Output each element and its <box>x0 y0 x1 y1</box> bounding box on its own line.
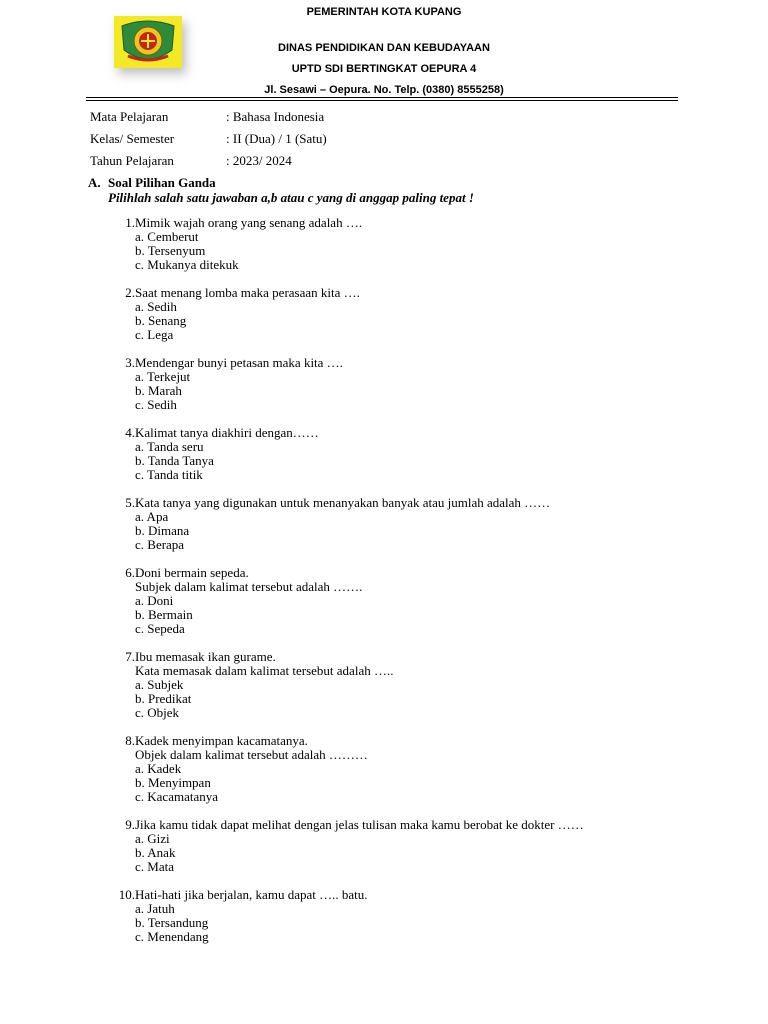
info-label: Kelas/ Semester <box>90 131 175 146</box>
section-a <box>88 175 474 205</box>
question-item <box>108 286 584 342</box>
answer-option: c. Tanda titik <box>135 467 203 482</box>
answer-option: c. Sedih <box>135 397 177 412</box>
answer-option: b. Menyimpan <box>135 775 211 790</box>
question-number: 7. <box>125 649 135 664</box>
header-government: PEMERINTAH KOTA KUPANG <box>306 6 462 18</box>
answer-option: b. Anak <box>135 845 176 860</box>
header-divider-thick <box>86 97 678 98</box>
letterhead <box>0 0 768 102</box>
question-item <box>108 650 584 720</box>
section-title-text: Soal Pilihan Ganda <box>108 175 216 190</box>
answer-option: c. Mukanya ditekuk <box>135 257 239 272</box>
info-value: : Bahasa Indonesia <box>226 109 325 124</box>
section-number: A. <box>88 175 101 190</box>
answer-option: a. Doni <box>135 593 174 608</box>
question-text: Hati-hati jika berjalan, kamu dapat ….. batu. <box>135 887 368 902</box>
answer-option: b. Bermain <box>135 607 193 622</box>
question-number-cell <box>108 650 135 664</box>
exam-info <box>90 109 327 175</box>
question-number: 5. <box>125 495 135 510</box>
question-number: 1. <box>125 215 135 230</box>
question-text: Kadek menyimpan kacamatanya. <box>135 733 308 748</box>
answer-option: a. Subjek <box>135 677 184 692</box>
question-line <box>108 650 584 664</box>
answer-option: c. Lega <box>135 327 174 342</box>
question-list <box>108 216 584 958</box>
question-item <box>108 566 584 636</box>
answer-option: a. Cemberut <box>135 229 199 244</box>
question-line <box>108 888 584 902</box>
question-text: Jika kamu tidak dapat melihat dengan jelas tulisan maka kamu berobat ke dokter …… <box>135 817 584 832</box>
section-instruction: Pilihlah salah satu jawaban a,b atau c yang di anggap paling tepat ! <box>108 190 474 205</box>
question-text: Saat menang lomba maka perasaan kita …. <box>135 285 360 300</box>
question-line <box>108 734 584 748</box>
question-number: 2. <box>125 285 135 300</box>
question-line <box>108 426 584 440</box>
question-number-cell <box>108 426 135 440</box>
answer-option: c. Berapa <box>135 537 185 552</box>
question-line <box>108 286 584 300</box>
info-row-class <box>90 131 327 153</box>
info-value: : II (Dua) / 1 (Satu) <box>226 131 327 146</box>
question-number-cell <box>108 566 135 580</box>
answer-option: a. Tanda seru <box>135 439 204 454</box>
question-number-cell <box>108 888 135 902</box>
info-label: Tahun Pelajaran <box>90 153 174 168</box>
answer-option: b. Tanda Tanya <box>135 453 214 468</box>
section-title <box>88 175 474 190</box>
info-row-subject <box>90 109 327 131</box>
header-department: DINAS PENDIDIKAN DAN KEBUDAYAAN <box>278 42 490 54</box>
question-line <box>108 356 584 370</box>
answer-option: b. Marah <box>135 383 182 398</box>
answer-option: b. Tersenyum <box>135 243 206 258</box>
answer-option: c. Mata <box>135 859 174 874</box>
question-text: Ibu memasak ikan gurame. <box>135 649 276 664</box>
question-number-cell <box>108 216 135 230</box>
question-line <box>108 566 584 580</box>
question-item <box>108 734 584 804</box>
question-subtext: Kata memasak dalam kalimat tersebut adalah ….. <box>135 663 394 678</box>
question-item <box>108 818 584 874</box>
header-school: UPTD SDI BERTINGKAT OEPURA 4 <box>291 63 477 75</box>
question-line <box>108 496 584 510</box>
answer-option: c. Sepeda <box>135 621 185 636</box>
question-item <box>108 356 584 412</box>
question-text: Mimik wajah orang yang senang adalah …. <box>135 215 363 230</box>
question-number: 4. <box>125 425 135 440</box>
question-number: 3. <box>125 355 135 370</box>
answer-option: a. Kadek <box>135 761 182 776</box>
answer-option: a. Terkejut <box>135 369 191 384</box>
question-text: Kata tanya yang digunakan untuk menanyakan banyak atau jumlah adalah …… <box>135 495 551 510</box>
answer-option: a. Jatuh <box>135 901 175 916</box>
header-divider-thin <box>86 100 678 101</box>
info-row-year <box>90 153 327 175</box>
question-number: 9. <box>125 817 135 832</box>
question-subtext: Objek dalam kalimat tersebut adalah ……… <box>135 747 368 762</box>
question-number-cell <box>108 734 135 748</box>
answer-option: c. Menendang <box>135 929 209 944</box>
header-address: Jl. Sesawi – Oepura. No. Telp. (0380) 8555258) <box>264 84 504 96</box>
answer-option: a. Apa <box>135 509 169 524</box>
info-value: : 2023/ 2024 <box>226 153 292 168</box>
question-number-cell <box>108 818 135 832</box>
question-text: Kalimat tanya diakhiri dengan…… <box>135 425 319 440</box>
answer-option: c. Kacamatanya <box>135 789 219 804</box>
answer-option: b. Tersandung <box>135 915 209 930</box>
question-number: 6. <box>125 565 135 580</box>
question-number-cell <box>108 286 135 300</box>
question-item <box>108 426 584 482</box>
answer-option: b. Senang <box>135 313 187 328</box>
question-item <box>108 888 584 944</box>
question-item <box>108 216 584 272</box>
question-text: Doni bermain sepeda. <box>135 565 249 580</box>
answer-option: b. Predikat <box>135 691 192 706</box>
answer-option: b. Dimana <box>135 523 190 538</box>
question-line <box>108 818 584 832</box>
question-item <box>108 496 584 552</box>
question-number-cell <box>108 496 135 510</box>
question-text: Mendengar bunyi petasan maka kita …. <box>135 355 343 370</box>
question-line <box>108 216 584 230</box>
answer-option: a. Sedih <box>135 299 177 314</box>
info-label: Mata Pelajaran <box>90 109 169 124</box>
answer-option: a. Gizi <box>135 831 170 846</box>
question-number-cell <box>108 356 135 370</box>
question-number: 10. <box>118 887 135 902</box>
question-subtext: Subjek dalam kalimat tersebut adalah ……. <box>135 579 363 594</box>
question-number: 8. <box>125 733 135 748</box>
answer-option: c. Objek <box>135 705 180 720</box>
